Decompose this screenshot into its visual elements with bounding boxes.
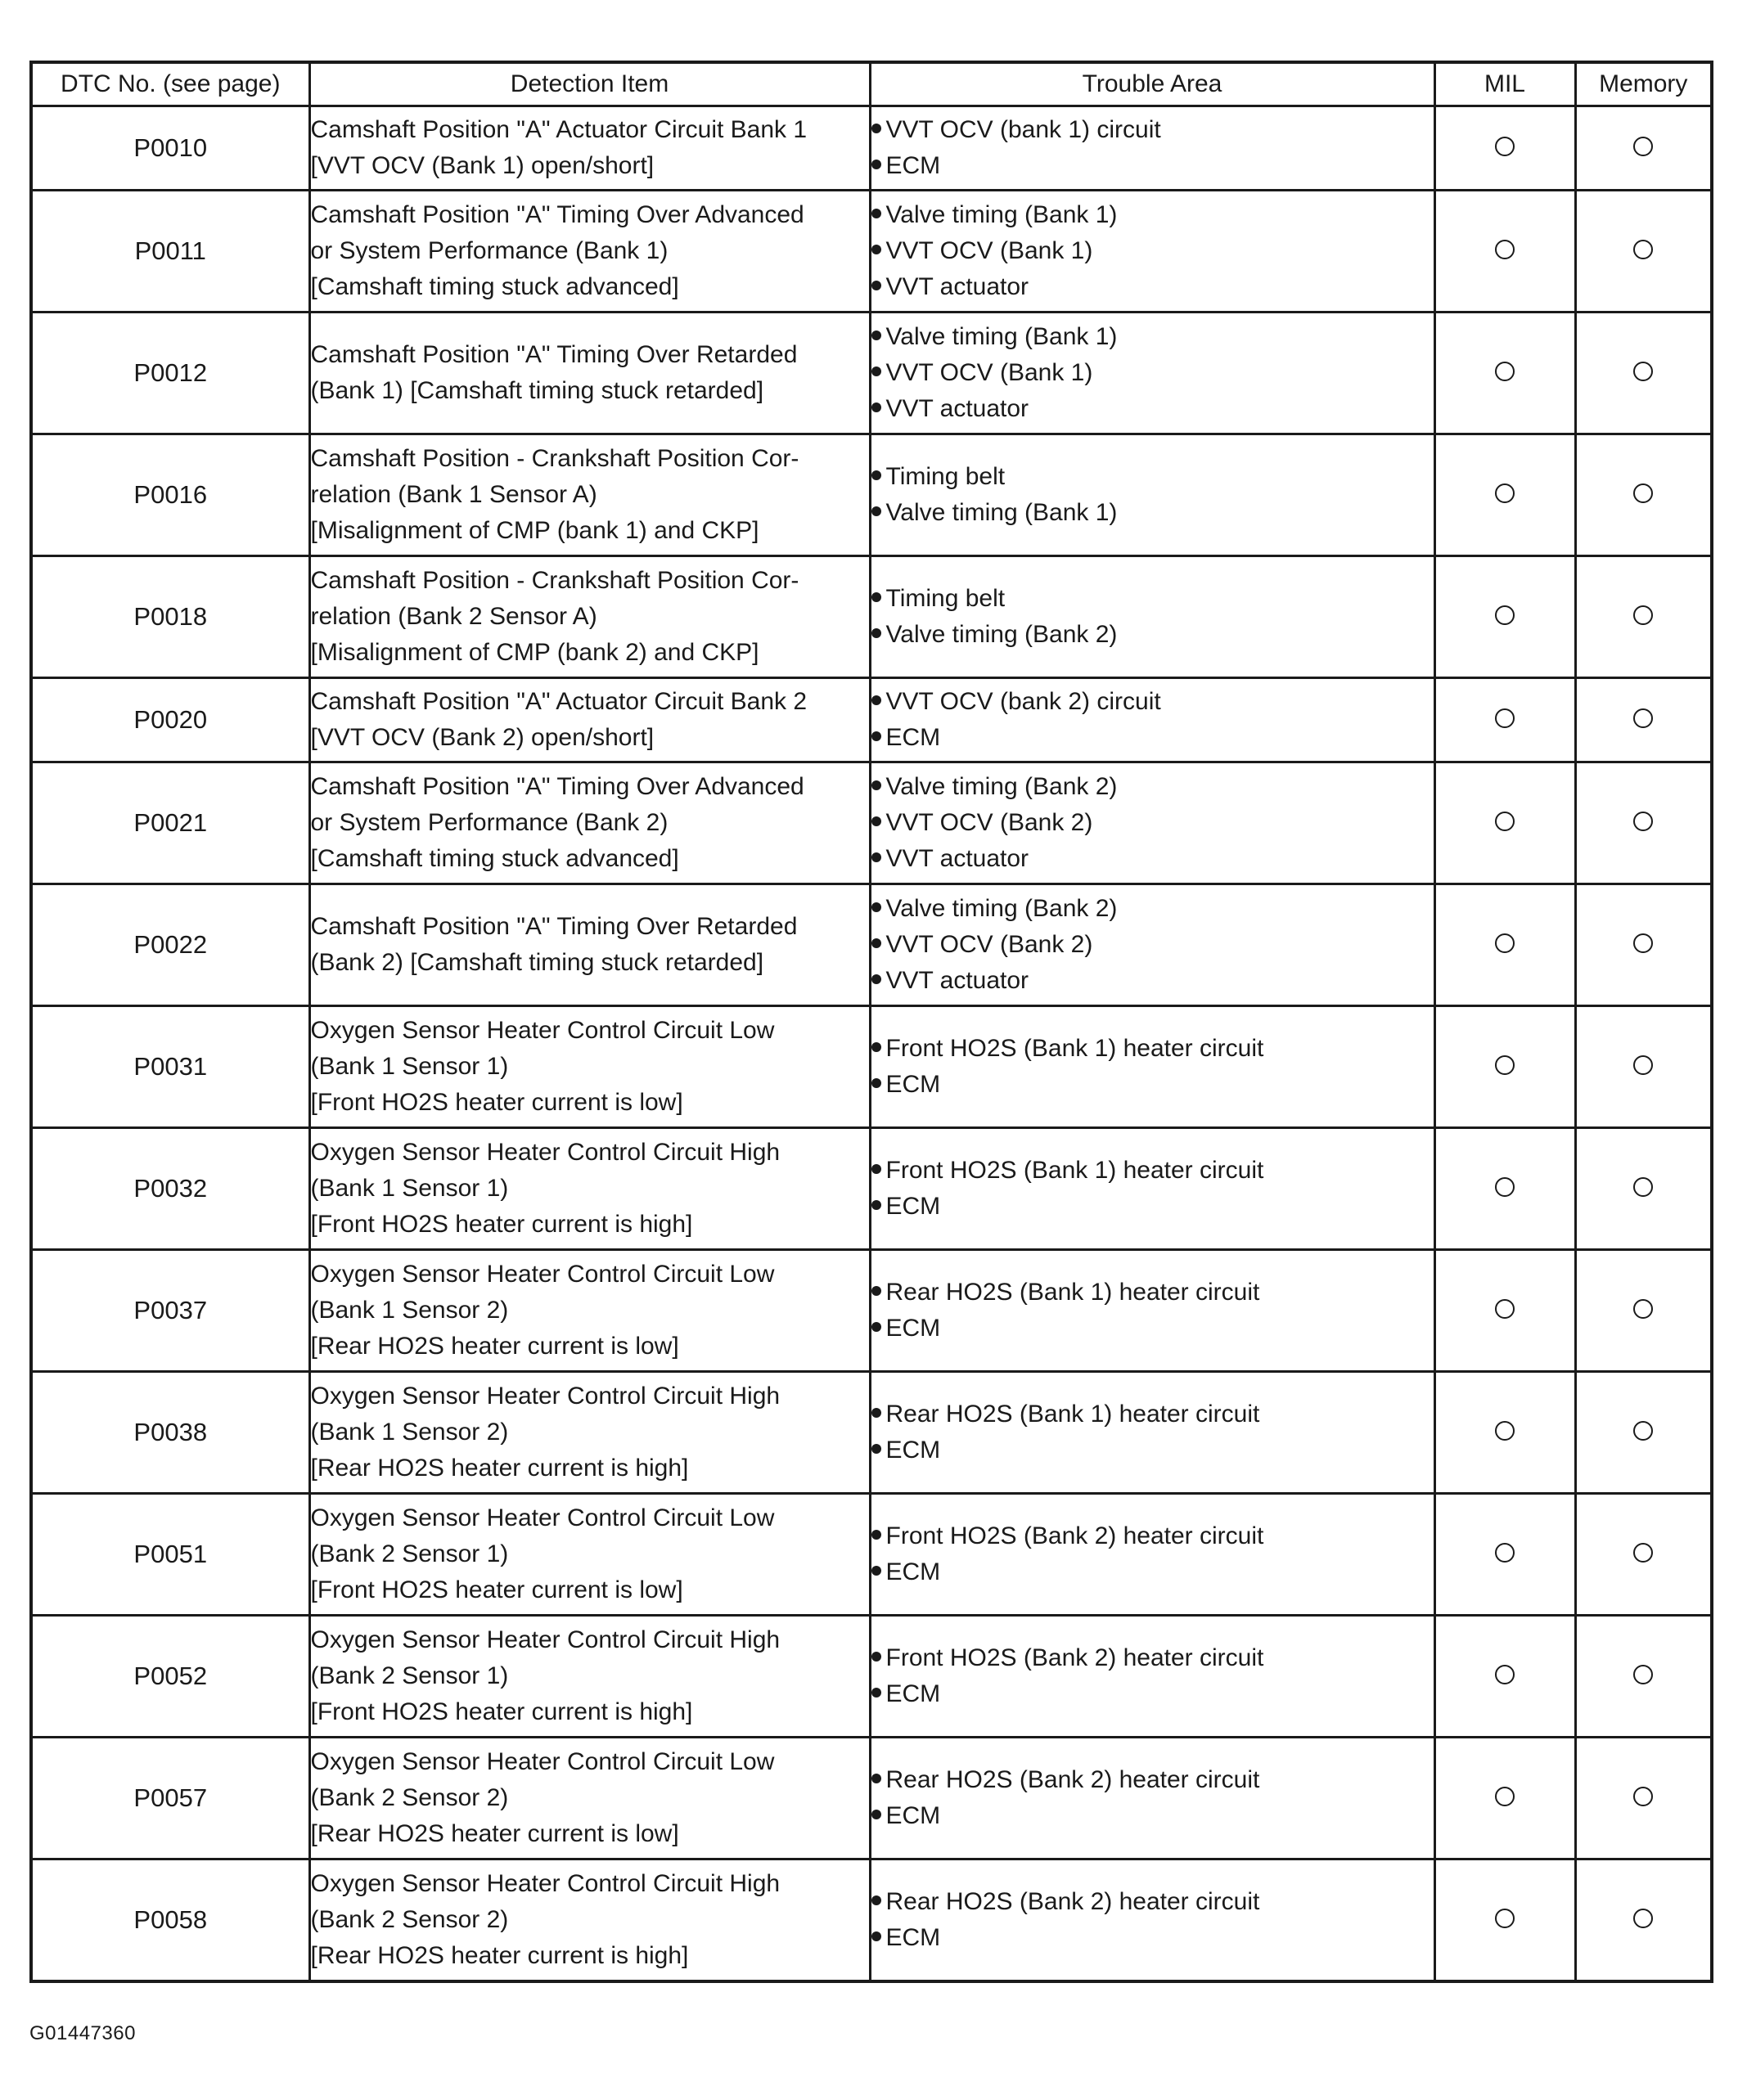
trouble-area-item	[871, 1311, 1434, 1347]
mil-cell	[1434, 1738, 1575, 1859]
trouble-area	[870, 1616, 1434, 1738]
trouble-area-item	[871, 720, 1434, 756]
bullet-icon	[871, 1566, 881, 1576]
trouble-area-text: VVT OCV (bank 1) circuit	[885, 116, 1161, 143]
trouble-area-item	[871, 1920, 1434, 1956]
detection-item-line: Camshaft Position "A" Timing Over Advanced	[310, 201, 804, 228]
detection-item	[309, 191, 870, 313]
memory-circle-icon	[1633, 1421, 1653, 1441]
detection-item-line: Camshaft Position "A" Actuator Circuit Bank 1	[310, 116, 808, 143]
trouble-area-text: ECM	[885, 724, 941, 751]
trouble-area-text: Rear HO2S (Bank 2) heater circuit	[885, 1888, 1260, 1915]
mil-cell	[1434, 556, 1575, 678]
detection-item-line: Oxygen Sensor Heater Control Circuit Low	[310, 1017, 775, 1044]
bullet-icon	[871, 245, 881, 254]
trouble-area	[870, 1738, 1434, 1859]
trouble-area	[870, 434, 1434, 556]
mil-circle-icon	[1495, 933, 1515, 953]
detection-item-line: relation (Bank 1 Sensor A)	[310, 481, 597, 508]
bullet-icon	[871, 902, 881, 912]
bullet-icon	[871, 1408, 881, 1418]
bullet-icon	[871, 1931, 881, 1941]
bullet-icon	[871, 628, 881, 638]
bullet-icon	[871, 592, 881, 602]
dtc-table	[29, 61, 1713, 1983]
dtc-code: P0018	[31, 556, 309, 678]
bullet-icon	[871, 281, 881, 290]
dtc-code: P0016	[31, 434, 309, 556]
trouble-area-item	[871, 391, 1434, 427]
table-row	[31, 678, 1712, 762]
trouble-area	[870, 106, 1434, 191]
table-row	[31, 1250, 1712, 1372]
trouble-area-item	[871, 1798, 1434, 1834]
table-row	[31, 434, 1712, 556]
memory-circle-icon	[1633, 708, 1653, 728]
table-row	[31, 191, 1712, 313]
mil-circle-icon	[1495, 1299, 1515, 1319]
trouble-area-text: Valve timing (Bank 2)	[885, 773, 1118, 800]
trouble-area-text: ECM	[885, 1924, 941, 1951]
trouble-area	[870, 678, 1434, 762]
detection-item-line: Camshaft Position - Crankshaft Position Cor-	[310, 567, 799, 594]
trouble-area-item	[871, 1676, 1434, 1712]
detection-item-line: (Bank 1 Sensor 2)	[310, 1297, 509, 1324]
trouble-area-item	[871, 581, 1434, 617]
detection-item	[309, 1738, 870, 1859]
detection-item-line: Oxygen Sensor Heater Control Circuit High	[310, 1870, 781, 1897]
trouble-area-item	[871, 927, 1434, 963]
trouble-area-text: Front HO2S (Bank 1) heater circuit	[885, 1157, 1264, 1184]
bullet-icon	[871, 1530, 881, 1540]
bullet-icon	[871, 470, 881, 480]
table-body	[31, 106, 1712, 1982]
mil-cell	[1434, 313, 1575, 434]
trouble-area-item	[871, 1432, 1434, 1468]
memory-circle-icon	[1633, 1543, 1653, 1563]
trouble-area-text: ECM	[885, 1193, 941, 1220]
detection-item-line: [Front HO2S heater current is low]	[310, 1089, 683, 1116]
memory-cell	[1575, 1372, 1712, 1494]
memory-circle-icon	[1633, 1787, 1653, 1806]
bullet-icon	[871, 938, 881, 948]
detection-item-line: relation (Bank 2 Sensor A)	[310, 603, 597, 630]
mil-cell	[1434, 191, 1575, 313]
detection-item-line: (Bank 1 Sensor 2)	[310, 1419, 509, 1446]
header-detection-item: Detection Item	[309, 62, 870, 106]
memory-cell	[1575, 678, 1712, 762]
header-row	[31, 62, 1712, 106]
trouble-area	[870, 556, 1434, 678]
detection-item	[309, 1494, 870, 1616]
trouble-area-item	[871, 841, 1434, 877]
bullet-icon	[871, 1444, 881, 1454]
dtc-code: P0058	[31, 1859, 309, 1982]
dtc-code: P0052	[31, 1616, 309, 1738]
trouble-area-text: ECM	[885, 1558, 941, 1585]
dtc-code: P0022	[31, 884, 309, 1006]
trouble-area-item	[871, 1031, 1434, 1067]
trouble-area-text: VVT actuator	[885, 273, 1029, 300]
trouble-area-text: VVT OCV (Bank 1)	[885, 237, 1093, 264]
detection-item-line: or System Performance (Bank 2)	[310, 809, 669, 836]
mil-circle-icon	[1495, 1665, 1515, 1684]
trouble-area	[870, 1859, 1434, 1982]
bullet-icon	[871, 402, 881, 412]
trouble-area-item	[871, 769, 1434, 805]
memory-cell	[1575, 556, 1712, 678]
bullet-icon	[871, 1286, 881, 1296]
memory-cell	[1575, 313, 1712, 434]
mil-circle-icon	[1495, 1055, 1515, 1075]
detection-item	[309, 884, 870, 1006]
trouble-area-text: ECM	[885, 152, 941, 179]
mil-circle-icon	[1495, 1421, 1515, 1441]
trouble-area-item	[871, 112, 1434, 148]
table-row	[31, 1616, 1712, 1738]
table-row	[31, 1494, 1712, 1616]
bullet-icon	[871, 1078, 881, 1088]
trouble-area-text: VVT actuator	[885, 967, 1029, 994]
trouble-area-text: Rear HO2S (Bank 1) heater circuit	[885, 1279, 1260, 1306]
mil-circle-icon	[1495, 812, 1515, 831]
trouble-area-item	[871, 319, 1434, 355]
mil-cell	[1434, 1372, 1575, 1494]
detection-item	[309, 762, 870, 884]
mil-cell	[1434, 884, 1575, 1006]
detection-item	[309, 1128, 870, 1250]
trouble-area-text: Valve timing (Bank 1)	[885, 323, 1118, 350]
detection-item-line: [Front HO2S heater current is high]	[310, 1698, 693, 1725]
header-dtc: DTC No. (see page)	[31, 62, 309, 106]
mil-cell	[1434, 434, 1575, 556]
trouble-area-item	[871, 459, 1434, 495]
trouble-area-item	[871, 891, 1434, 927]
trouble-area-item	[871, 233, 1434, 269]
table-row	[31, 1006, 1712, 1128]
trouble-area	[870, 1494, 1434, 1616]
bullet-icon	[871, 1042, 881, 1052]
trouble-area-text: VVT actuator	[885, 845, 1029, 872]
dtc-code: P0020	[31, 678, 309, 762]
mil-cell	[1434, 1006, 1575, 1128]
memory-circle-icon	[1633, 1177, 1653, 1197]
detection-item-line: [Rear HO2S heater current is high]	[310, 1455, 689, 1482]
mil-circle-icon	[1495, 240, 1515, 259]
trouble-area-item	[871, 1554, 1434, 1590]
trouble-area-item	[871, 355, 1434, 391]
detection-item-line: (Bank 1 Sensor 1)	[310, 1053, 509, 1080]
bullet-icon	[871, 1688, 881, 1698]
trouble-area	[870, 1372, 1434, 1494]
detection-item	[309, 1859, 870, 1982]
detection-item-line: Oxygen Sensor Heater Control Circuit High	[310, 1139, 781, 1166]
detection-item-line: [Front HO2S heater current is low]	[310, 1576, 683, 1603]
trouble-area-item	[871, 1640, 1434, 1676]
bullet-icon	[871, 1810, 881, 1819]
memory-cell	[1575, 1006, 1712, 1128]
trouble-area-text: ECM	[885, 1680, 941, 1707]
memory-circle-icon	[1633, 605, 1653, 625]
trouble-area-text: ECM	[885, 1071, 941, 1098]
figure-id: G01447360	[29, 2022, 136, 2044]
bullet-icon	[871, 1652, 881, 1662]
detection-item-line: Oxygen Sensor Heater Control Circuit High	[310, 1383, 781, 1410]
mil-circle-icon	[1495, 483, 1515, 503]
detection-item-line: [Camshaft timing stuck advanced]	[310, 845, 679, 872]
memory-circle-icon	[1633, 483, 1653, 503]
mil-cell	[1434, 762, 1575, 884]
trouble-area-item	[871, 684, 1434, 720]
memory-cell	[1575, 1738, 1712, 1859]
trouble-area-text: Rear HO2S (Bank 1) heater circuit	[885, 1401, 1260, 1428]
detection-item	[309, 556, 870, 678]
detection-item	[309, 1006, 870, 1128]
mil-circle-icon	[1495, 137, 1515, 156]
detection-item-line: (Bank 2 Sensor 2)	[310, 1906, 509, 1933]
table-row	[31, 313, 1712, 434]
detection-item-line: [Rear HO2S heater current is high]	[310, 1942, 689, 1969]
detection-item-line: [Camshaft timing stuck advanced]	[310, 273, 679, 300]
detection-item-line: (Bank 2 Sensor 1)	[310, 1662, 509, 1689]
table-row	[31, 106, 1712, 191]
trouble-area-item	[871, 963, 1434, 999]
detection-item-line: Camshaft Position "A" Timing Over Retarded	[310, 913, 798, 940]
trouble-area	[870, 191, 1434, 313]
trouble-area-item	[871, 148, 1434, 184]
trouble-area	[870, 1128, 1434, 1250]
trouble-area-text: Valve timing (Bank 2)	[885, 895, 1118, 922]
header-mil: MIL	[1434, 62, 1575, 106]
bullet-icon	[871, 1164, 881, 1174]
bullet-icon	[871, 1774, 881, 1783]
memory-cell	[1575, 1859, 1712, 1982]
memory-cell	[1575, 106, 1712, 191]
bullet-icon	[871, 1200, 881, 1210]
detection-item-line: [Misalignment of CMP (bank 1) and CKP]	[310, 517, 759, 544]
dtc-code: P0011	[31, 191, 309, 313]
detection-item-line: Oxygen Sensor Heater Control Circuit Low	[310, 1748, 775, 1775]
bullet-icon	[871, 1322, 881, 1332]
mil-circle-icon	[1495, 1177, 1515, 1197]
mil-circle-icon	[1495, 362, 1515, 381]
mil-circle-icon	[1495, 1909, 1515, 1928]
bullet-icon	[871, 852, 881, 862]
trouble-area-text: VVT actuator	[885, 395, 1029, 422]
dtc-code: P0021	[31, 762, 309, 884]
detection-item-line: Camshaft Position "A" Actuator Circuit Bank 2	[310, 688, 808, 715]
trouble-area-item	[871, 1396, 1434, 1432]
memory-circle-icon	[1633, 812, 1653, 831]
detection-item-line: [Misalignment of CMP (bank 2) and CKP]	[310, 639, 759, 666]
trouble-area	[870, 762, 1434, 884]
detection-item-line: [Rear HO2S heater current is low]	[310, 1333, 679, 1360]
detection-item-line: Camshaft Position "A" Timing Over Advanced	[310, 773, 804, 800]
mil-circle-icon	[1495, 708, 1515, 728]
detection-item-line: (Bank 1) [Camshaft timing stuck retarded]	[310, 377, 764, 404]
memory-cell	[1575, 1128, 1712, 1250]
bullet-icon	[871, 209, 881, 218]
detection-item-line: (Bank 1 Sensor 1)	[310, 1175, 509, 1202]
trouble-area-text: Timing belt	[885, 585, 1006, 612]
trouble-area-item	[871, 1518, 1434, 1554]
trouble-area-item	[871, 1275, 1434, 1311]
trouble-area-item	[871, 1067, 1434, 1103]
memory-cell	[1575, 1494, 1712, 1616]
trouble-area-text: ECM	[885, 1802, 941, 1829]
trouble-area-text: VVT OCV (Bank 1)	[885, 359, 1093, 386]
memory-cell	[1575, 191, 1712, 313]
detection-item-line: (Bank 2) [Camshaft timing stuck retarded]	[310, 949, 764, 976]
detection-item-line: Camshaft Position - Crankshaft Position Cor-	[310, 445, 799, 472]
dtc-code: P0051	[31, 1494, 309, 1616]
trouble-area-text: ECM	[885, 1315, 941, 1342]
trouble-area-item	[871, 197, 1434, 233]
trouble-area-text: Valve timing (Bank 2)	[885, 621, 1118, 648]
table-row	[31, 762, 1712, 884]
trouble-area-item	[871, 1884, 1434, 1920]
bullet-icon	[871, 974, 881, 984]
detection-item-line: [VVT OCV (Bank 1) open/short]	[310, 152, 655, 179]
detection-item	[309, 106, 870, 191]
trouble-area	[870, 313, 1434, 434]
detection-item-line: [VVT OCV (Bank 2) open/short]	[310, 724, 655, 751]
header-trouble-area: Trouble Area	[870, 62, 1434, 106]
mil-circle-icon	[1495, 1543, 1515, 1563]
trouble-area-item	[871, 617, 1434, 653]
mil-cell	[1434, 1616, 1575, 1738]
table-row	[31, 1372, 1712, 1494]
detection-item-line: Oxygen Sensor Heater Control Circuit Low	[310, 1504, 775, 1531]
bullet-icon	[871, 124, 881, 133]
detection-item	[309, 1616, 870, 1738]
trouble-area-text: Front HO2S (Bank 1) heater circuit	[885, 1035, 1264, 1062]
detection-item	[309, 678, 870, 762]
memory-cell	[1575, 884, 1712, 1006]
memory-circle-icon	[1633, 362, 1653, 381]
trouble-area-text: Front HO2S (Bank 2) heater circuit	[885, 1522, 1264, 1549]
trouble-area-text: ECM	[885, 1437, 941, 1464]
detection-item-line: Oxygen Sensor Heater Control Circuit Low	[310, 1261, 775, 1288]
detection-item	[309, 1372, 870, 1494]
mil-cell	[1434, 1250, 1575, 1372]
dtc-code: P0010	[31, 106, 309, 191]
bullet-icon	[871, 816, 881, 826]
detection-item-line: (Bank 2 Sensor 2)	[310, 1784, 509, 1811]
table-row	[31, 1128, 1712, 1250]
bullet-icon	[871, 160, 881, 169]
header-memory: Memory	[1575, 62, 1712, 106]
trouble-area-item	[871, 495, 1434, 531]
detection-item-line: or System Performance (Bank 1)	[310, 237, 669, 264]
detection-item	[309, 434, 870, 556]
trouble-area	[870, 1250, 1434, 1372]
table-row	[31, 556, 1712, 678]
detection-item	[309, 1250, 870, 1372]
trouble-area	[870, 884, 1434, 1006]
mil-circle-icon	[1495, 1787, 1515, 1806]
memory-cell	[1575, 762, 1712, 884]
memory-circle-icon	[1633, 1665, 1653, 1684]
mil-cell	[1434, 1859, 1575, 1982]
bullet-icon	[871, 331, 881, 340]
mil-cell	[1434, 678, 1575, 762]
memory-cell	[1575, 434, 1712, 556]
memory-circle-icon	[1633, 137, 1653, 156]
detection-item-line: Oxygen Sensor Heater Control Circuit High	[310, 1626, 781, 1653]
bullet-icon	[871, 695, 881, 705]
trouble-area	[870, 1006, 1434, 1128]
mil-cell	[1434, 1128, 1575, 1250]
memory-circle-icon	[1633, 240, 1653, 259]
memory-cell	[1575, 1616, 1712, 1738]
trouble-area-item	[871, 1189, 1434, 1225]
memory-circle-icon	[1633, 933, 1653, 953]
table-row	[31, 1738, 1712, 1859]
trouble-area-text: Timing belt	[885, 463, 1006, 490]
dtc-code: P0037	[31, 1250, 309, 1372]
detection-item-line: Camshaft Position "A" Timing Over Retarded	[310, 341, 798, 368]
trouble-area-text: Valve timing (Bank 1)	[885, 201, 1118, 228]
trouble-area-item	[871, 1762, 1434, 1798]
trouble-area-item	[871, 269, 1434, 305]
bullet-icon	[871, 506, 881, 516]
trouble-area-text: Front HO2S (Bank 2) heater circuit	[885, 1644, 1264, 1671]
bullet-icon	[871, 780, 881, 790]
dtc-code: P0012	[31, 313, 309, 434]
dtc-table-container	[29, 61, 1710, 1983]
bullet-icon	[871, 1895, 881, 1905]
memory-circle-icon	[1633, 1909, 1653, 1928]
dtc-code: P0057	[31, 1738, 309, 1859]
trouble-area-text: VVT OCV (Bank 2)	[885, 931, 1093, 958]
table-row	[31, 1859, 1712, 1982]
detection-item-line: (Bank 2 Sensor 1)	[310, 1540, 509, 1567]
mil-circle-icon	[1495, 605, 1515, 625]
trouble-area-item	[871, 805, 1434, 841]
mil-cell	[1434, 106, 1575, 191]
trouble-area-text: VVT OCV (bank 2) circuit	[885, 688, 1161, 715]
bullet-icon	[871, 366, 881, 376]
bullet-icon	[871, 731, 881, 741]
memory-circle-icon	[1633, 1055, 1653, 1075]
dtc-code: P0031	[31, 1006, 309, 1128]
detection-item-line: [Front HO2S heater current is high]	[310, 1211, 693, 1238]
trouble-area-item	[871, 1153, 1434, 1189]
memory-cell	[1575, 1250, 1712, 1372]
dtc-code: P0038	[31, 1372, 309, 1494]
trouble-area-text: Rear HO2S (Bank 2) heater circuit	[885, 1766, 1260, 1793]
mil-cell	[1434, 1494, 1575, 1616]
table-row	[31, 884, 1712, 1006]
detection-item-line: [Rear HO2S heater current is low]	[310, 1820, 679, 1847]
dtc-code: P0032	[31, 1128, 309, 1250]
memory-circle-icon	[1633, 1299, 1653, 1319]
detection-item	[309, 313, 870, 434]
trouble-area-text: Valve timing (Bank 1)	[885, 499, 1118, 526]
trouble-area-text: VVT OCV (Bank 2)	[885, 809, 1093, 836]
